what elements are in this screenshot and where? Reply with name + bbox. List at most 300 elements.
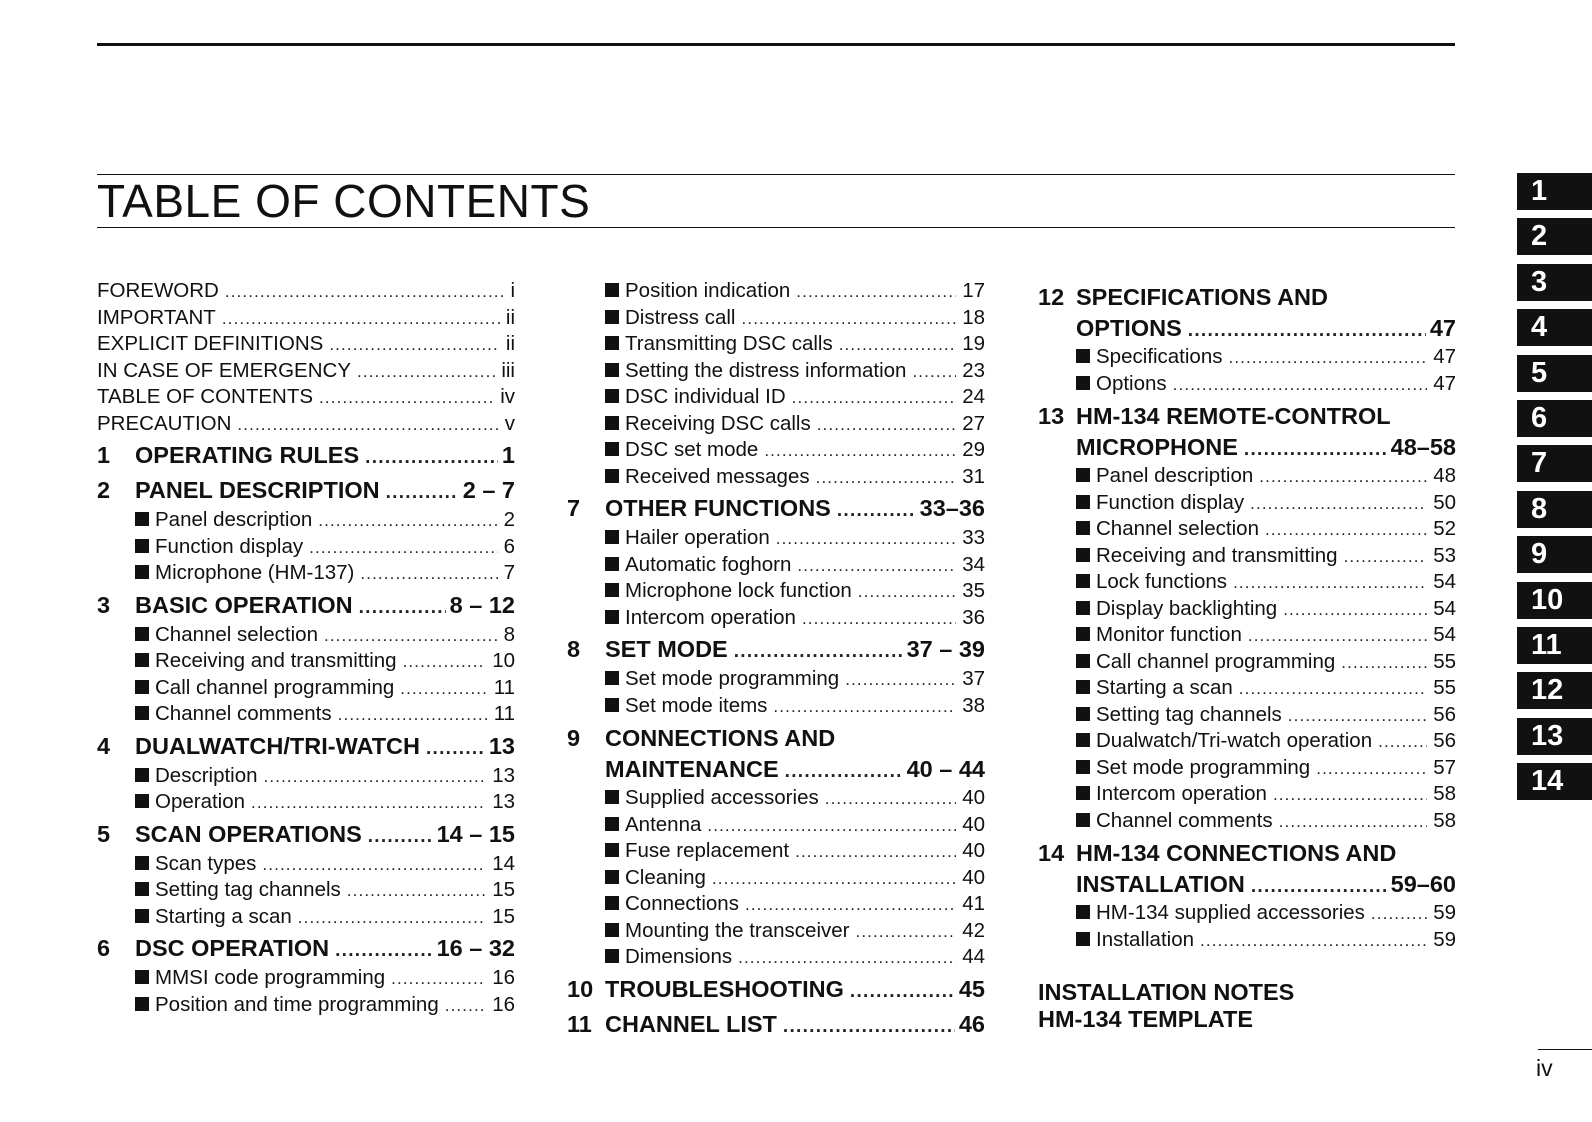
toc-entry-label: IN CASE OF EMERGENCY <box>97 358 352 382</box>
toc-subentry[interactable] <box>1038 463 1456 490</box>
toc-section-number: 7 <box>567 495 581 521</box>
toc-subentry-label-wrap <box>135 904 292 931</box>
toc-section[interactable] <box>97 818 515 851</box>
toc-section-number: 11 <box>567 1010 592 1037</box>
toc-subentry-label: DSC set mode <box>625 438 759 461</box>
toc-subentry-label-wrap <box>605 785 819 812</box>
toc-section-page: 37 – 39 <box>906 636 985 662</box>
dot-leader <box>817 412 956 438</box>
toc-subentry-label-wrap <box>605 865 706 892</box>
toc-subentry-label-wrap <box>135 701 332 728</box>
toc-subentry[interactable] <box>1038 728 1456 755</box>
toc-subentry-label: Set mode programming <box>1096 755 1311 779</box>
toc-subentry[interactable] <box>97 851 515 878</box>
toc-subentry[interactable] <box>97 877 515 904</box>
toc-subentry-page: 29 <box>962 438 985 461</box>
bullet-square-icon <box>605 790 619 804</box>
section-tab[interactable]: 8 <box>1517 491 1592 528</box>
toc-subentry-label: Fuse replacement <box>625 839 790 862</box>
toc-subentry-page: 54 <box>1433 596 1456 620</box>
toc-subentry[interactable] <box>567 865 985 892</box>
bullet-square-icon <box>605 610 619 624</box>
toc-subentry[interactable] <box>1038 781 1456 808</box>
toc-subentry[interactable] <box>567 552 985 579</box>
bullet-square-icon <box>135 680 149 694</box>
toc-subentry-label-wrap <box>1076 463 1253 490</box>
toc-subentry-label-wrap <box>135 534 303 561</box>
toc-subentry-label: Dualwatch/Tri-watch operation <box>1096 729 1373 752</box>
toc-entry[interactable] <box>97 384 515 411</box>
dot-leader <box>1265 517 1427 543</box>
bullet-square-icon <box>1076 468 1090 482</box>
toc-subentry-label: Setting tag channels <box>155 878 341 901</box>
toc-section-continued[interactable] <box>567 753 985 785</box>
toc-subentry-page: 56 <box>1433 729 1456 752</box>
section-tab[interactable]: 1 <box>1517 173 1592 210</box>
toc-section-page: 8 – 12 <box>449 591 515 618</box>
dot-leader <box>1378 729 1427 755</box>
toc-section-page: 33–36 <box>919 495 985 521</box>
toc-subentry[interactable] <box>567 411 985 438</box>
section-tab[interactable]: 12 <box>1517 672 1592 709</box>
dot-leader <box>403 649 487 675</box>
toc-subentry[interactable] <box>567 358 985 385</box>
toc-subentry[interactable] <box>1038 622 1456 649</box>
dot-leader <box>1273 782 1427 808</box>
toc-section-label-cont: INSTALLATION <box>1076 871 1245 897</box>
section-tab[interactable]: 13 <box>1517 718 1592 755</box>
toc-subentry-page: 27 <box>962 411 985 435</box>
toc-subentry-label: Intercom operation <box>625 605 796 629</box>
toc-subentry-label-wrap <box>135 992 439 1019</box>
bullet-square-icon <box>605 442 619 456</box>
toc-subentry-page: 18 <box>962 305 985 329</box>
toc-entry-label: EXPLICIT DEFINITIONS <box>97 332 324 355</box>
toc-subentry-label-wrap <box>135 622 318 649</box>
toc-subentry-label-wrap <box>1076 569 1227 596</box>
toc-subentry-label: HM-134 supplied accessories <box>1096 901 1365 924</box>
toc-subentry-page: 52 <box>1433 517 1456 540</box>
toc-subentry-label-wrap <box>135 675 394 702</box>
toc-subentry-label: Starting a scan <box>155 904 292 928</box>
toc-subentry-page: 7 <box>503 561 515 584</box>
toc-section-label-cont: MAINTENANCE <box>605 756 779 782</box>
toc-subentry-label: Setting the distress information <box>625 358 907 382</box>
toc-section[interactable] <box>97 474 515 507</box>
toc-subentry-label-wrap <box>605 891 739 918</box>
toc-subentry-label: Specifications <box>1096 345 1223 368</box>
toc-subentry-label: Scan types <box>155 851 257 875</box>
toc-subentry-label-wrap <box>605 525 770 552</box>
toc-subentry-label-wrap <box>135 965 385 992</box>
toc-subentry-label: Distress call <box>625 305 736 329</box>
toc-subentry[interactable] <box>567 785 985 812</box>
toc-subentry[interactable] <box>567 891 985 918</box>
toc-subentry-label: DSC individual ID <box>625 385 786 408</box>
toc-subentry-page: 57 <box>1433 755 1456 779</box>
toc-section-label: HM-134 CONNECTIONS AND <box>1076 840 1397 866</box>
section-tab[interactable]: 3 <box>1517 264 1592 301</box>
toc-subentry[interactable] <box>1038 516 1456 543</box>
toc-section-number: 13 <box>1038 403 1065 429</box>
dot-leader <box>347 878 486 904</box>
toc-subentry-page: 34 <box>962 552 985 576</box>
toc-subentry-label: Operation <box>155 790 246 813</box>
toc-subentry-page: 59 <box>1433 901 1456 924</box>
dot-leader <box>1173 372 1428 398</box>
toc-subentry[interactable] <box>567 331 985 358</box>
dot-leader <box>707 813 956 839</box>
toc-section-continued[interactable] <box>1038 868 1456 900</box>
toc-subentry-label-wrap <box>605 305 736 332</box>
section-tab[interactable]: 4 <box>1517 309 1592 346</box>
toc-section-heading[interactable] <box>567 723 985 753</box>
toc-subentry-label: Starting a scan <box>1096 676 1233 699</box>
dot-leader <box>445 993 486 1019</box>
toc-subentry-label: Panel description <box>155 508 313 531</box>
dot-leader <box>839 332 956 358</box>
toc-section[interactable] <box>567 492 985 525</box>
toc-subentry-label-wrap <box>135 851 256 878</box>
toc-subentry-label: Intercom operation <box>1096 782 1267 805</box>
toc-subentry-page: 2 <box>503 508 515 531</box>
toc-subentry[interactable] <box>97 763 515 790</box>
toc-subentry-label: Position and time programming <box>155 992 439 1016</box>
toc-section[interactable] <box>567 633 985 666</box>
dot-leader <box>225 279 505 305</box>
dot-leader <box>426 732 485 763</box>
toc-subentry[interactable] <box>567 278 985 305</box>
toc-subentry[interactable] <box>1038 900 1456 927</box>
toc-subentry-page: 16 <box>492 992 515 1016</box>
dot-leader <box>1200 928 1427 954</box>
toc-subentry-label-wrap <box>605 552 791 579</box>
toc-subentry-label: Dimensions <box>625 945 733 968</box>
dot-leader <box>816 465 957 491</box>
toc-subentry-page: 40 <box>962 839 985 862</box>
toc-subentry-label-wrap <box>1076 622 1242 649</box>
dot-leader <box>1188 315 1426 344</box>
toc-entry[interactable] <box>97 278 515 305</box>
toc-subentry[interactable] <box>97 965 515 992</box>
toc-subentry-label: Mounting the transceiver <box>625 918 850 942</box>
toc-subentry-label: Cleaning <box>625 865 706 889</box>
section-tab[interactable]: 9 <box>1517 536 1592 573</box>
bullet-square-icon <box>1076 548 1090 562</box>
toc-section[interactable] <box>97 730 515 763</box>
toc-subentry-label-wrap <box>1076 781 1267 808</box>
toc-subentry-label-wrap <box>1076 702 1282 729</box>
toc-subentry-label: Display backlighting <box>1096 596 1278 620</box>
toc-subentry-label-wrap <box>1076 596 1277 623</box>
dot-leader <box>783 1010 955 1041</box>
toc-entry-page: i <box>510 279 515 302</box>
toc-subentry-label-wrap <box>1076 900 1365 927</box>
bullet-square-icon <box>605 923 619 937</box>
bullet-square-icon <box>135 768 149 782</box>
toc-entry[interactable] <box>97 331 515 358</box>
section-tab[interactable]: 10 <box>1517 582 1592 619</box>
toc-section-number: 1 <box>97 442 111 468</box>
toc-section-number: 2 <box>97 477 111 503</box>
toc-subentry-label-wrap <box>135 560 354 587</box>
dot-leader <box>712 866 956 892</box>
toc-subentry[interactable] <box>1038 649 1456 676</box>
dot-leader <box>1259 464 1427 490</box>
section-tab[interactable]: 11 <box>1517 627 1592 664</box>
dot-leader <box>1279 809 1428 835</box>
toc-subentry-label-wrap <box>605 578 852 605</box>
toc-section-label: SCAN OPERATIONS <box>135 820 362 847</box>
toc-section[interactable] <box>97 439 515 472</box>
toc-subentry[interactable] <box>567 384 985 411</box>
toc-subentry-page: 54 <box>1433 623 1456 646</box>
dot-leader <box>845 667 956 693</box>
toc-subentry-page: 40 <box>962 786 985 809</box>
bullet-square-icon <box>1076 654 1090 668</box>
dot-leader <box>262 852 486 878</box>
toc-subentry-page: 55 <box>1433 649 1456 673</box>
toc-subentry-page: 53 <box>1433 543 1456 567</box>
toc-section-continued[interactable] <box>1038 312 1456 344</box>
bullet-square-icon <box>1076 601 1090 615</box>
bullet-square-icon <box>135 565 149 579</box>
dot-leader <box>1341 650 1427 676</box>
toc-subentry[interactable] <box>97 648 515 675</box>
bullet-square-icon <box>135 512 149 526</box>
toc-subentry[interactable] <box>1038 808 1456 835</box>
bullet-square-icon <box>605 469 619 483</box>
toc-subentry-page: 47 <box>1433 345 1456 368</box>
toc-subentry[interactable] <box>97 507 515 534</box>
toc-subentry[interactable] <box>97 622 515 649</box>
dot-leader <box>1228 345 1427 371</box>
toc-section-page: 40 – 44 <box>906 756 985 782</box>
toc-section-continued[interactable] <box>1038 431 1456 463</box>
toc-subentry-page: 35 <box>962 579 985 602</box>
toc-section[interactable] <box>567 973 985 1006</box>
dot-leader <box>335 934 432 965</box>
dot-leader <box>1371 901 1427 927</box>
toc-section[interactable] <box>97 589 515 622</box>
dot-leader <box>825 786 956 812</box>
toc-subentry-label: Description <box>155 763 258 787</box>
toc-subentry[interactable] <box>1038 344 1456 371</box>
toc-subentry-page: 15 <box>492 904 515 928</box>
toc-subentry-label: Supplied accessories <box>625 786 819 809</box>
dot-leader <box>338 702 488 728</box>
toc-subentry-label-wrap <box>605 838 789 865</box>
bullet-square-icon <box>135 856 149 870</box>
toc-subentry-page: 23 <box>962 358 985 382</box>
dot-leader <box>1316 756 1427 782</box>
dot-leader <box>738 945 956 971</box>
toc-section-label: BASIC OPERATION <box>135 591 353 618</box>
toc-subentry-label-wrap <box>605 411 811 438</box>
dot-leader <box>298 905 486 931</box>
toc-subentry-page: 10 <box>492 649 515 672</box>
bullet-square-icon <box>135 706 149 720</box>
toc-entry-page: iv <box>500 385 515 408</box>
bullet-square-icon <box>1076 760 1090 774</box>
bullet-square-icon <box>1076 627 1090 641</box>
toc-subentry[interactable] <box>567 666 985 693</box>
toc-subentry-page: 56 <box>1433 702 1456 726</box>
toc-appendix-item: INSTALLATION NOTES <box>1038 979 1295 1005</box>
toc-subentry-label: Installation <box>1096 927 1195 951</box>
toc-section-label: CHANNEL LIST <box>605 1010 777 1037</box>
toc-subentry[interactable] <box>1038 371 1456 398</box>
dot-leader <box>318 508 497 534</box>
bullet-square-icon <box>135 909 149 923</box>
dot-leader <box>1248 623 1427 649</box>
toc-subentry[interactable] <box>97 560 515 587</box>
page-number: iv <box>1536 1055 1553 1081</box>
toc-entry-label: FOREWORD <box>97 279 219 302</box>
toc-subentry-label-wrap <box>605 278 790 305</box>
toc-subentry[interactable] <box>567 605 985 632</box>
toc-subentry[interactable] <box>567 944 985 971</box>
toc-section-label: PANEL DESCRIPTION <box>135 477 380 503</box>
toc-subentry-label-wrap <box>135 648 397 675</box>
toc-section-label: TROUBLESHOOTING <box>605 975 844 1002</box>
toc-entry-label: IMPORTANT <box>97 305 216 329</box>
toc-entry[interactable] <box>97 411 515 438</box>
toc-section-heading[interactable] <box>1038 282 1456 312</box>
dot-leader <box>1288 703 1427 729</box>
section-tab[interactable]: 14 <box>1517 763 1592 800</box>
dot-leader <box>329 332 500 358</box>
toc-section-page: 45 <box>958 975 985 1002</box>
toc-subentry-page: 36 <box>962 605 985 629</box>
toc-subentry-page: 37 <box>962 667 985 690</box>
toc-subentry[interactable] <box>567 305 985 332</box>
dot-leader <box>1251 871 1387 900</box>
toc-subentry[interactable] <box>1038 702 1456 729</box>
section-tab[interactable]: 6 <box>1517 400 1592 437</box>
toc-section-page: 48–58 <box>1390 434 1456 460</box>
bullet-square-icon <box>605 416 619 430</box>
toc-subentry-label-wrap <box>1076 728 1372 755</box>
toc-subentry-label-wrap <box>605 944 732 971</box>
toc-entry-page: v <box>504 411 515 435</box>
toc-subentry-page: 17 <box>962 279 985 302</box>
toc-subentry[interactable] <box>1038 755 1456 782</box>
toc-entry[interactable] <box>97 305 515 332</box>
toc-subentry-label-wrap <box>605 358 906 385</box>
toc-section-number: 3 <box>97 591 111 618</box>
toc-subentry[interactable] <box>1038 675 1456 702</box>
bullet-square-icon <box>605 310 619 324</box>
toc-subentry-label-wrap <box>605 464 810 491</box>
dot-leader <box>237 412 498 438</box>
toc-subentry[interactable] <box>567 464 985 491</box>
toc-subentry-page: 13 <box>492 763 515 787</box>
toc-subentry-label: Channel selection <box>155 622 318 646</box>
bullet-square-icon <box>1076 680 1090 694</box>
bullet-square-icon <box>1076 495 1090 509</box>
toc-section-heading[interactable] <box>1038 838 1456 868</box>
toc-subentry-label-wrap <box>1076 344 1222 371</box>
toc-section-heading[interactable] <box>1038 401 1456 431</box>
toc-subentry[interactable] <box>567 838 985 865</box>
toc-entry[interactable] <box>97 358 515 385</box>
toc-subentry[interactable] <box>1038 596 1456 623</box>
dot-leader <box>776 526 956 552</box>
bullet-square-icon <box>135 997 149 1011</box>
toc-subentry-label: Position indication <box>625 279 791 302</box>
dot-leader <box>912 359 956 385</box>
bullet-square-icon <box>135 794 149 808</box>
toc-subentry-page: 19 <box>962 332 985 355</box>
toc-section-page: 16 – 32 <box>436 935 515 961</box>
toc-subentry[interactable] <box>567 525 985 552</box>
toc-section-number: 10 <box>567 975 594 1002</box>
toc-subentry[interactable] <box>567 918 985 945</box>
toc-subentry-label: Call channel programming <box>1096 649 1336 673</box>
toc-subentry-label: Connections <box>625 892 739 915</box>
toc-subentry[interactable] <box>567 812 985 839</box>
toc-section-label: DUALWATCH/TRI-WATCH <box>135 732 420 759</box>
dot-leader <box>795 839 956 865</box>
toc-subentry-page: 16 <box>492 966 515 989</box>
bullet-square-icon <box>605 843 619 857</box>
toc-subentry[interactable] <box>1038 927 1456 954</box>
toc-subentry[interactable] <box>97 701 515 728</box>
toc-subentry[interactable] <box>97 675 515 702</box>
toc-subentry-page: 13 <box>492 790 515 813</box>
toc-section[interactable] <box>97 932 515 965</box>
dot-leader <box>855 919 956 945</box>
dot-leader <box>365 441 498 472</box>
toc-subentry[interactable] <box>97 904 515 931</box>
bullet-square-icon <box>605 583 619 597</box>
toc-subentry-page: 59 <box>1433 927 1456 951</box>
section-tab[interactable]: 2 <box>1517 218 1592 255</box>
bullet-square-icon <box>135 970 149 984</box>
toc-subentry[interactable] <box>1038 543 1456 570</box>
toc-subentry[interactable] <box>567 437 985 464</box>
bullet-square-icon <box>1076 376 1090 390</box>
toc-subentry[interactable] <box>1038 490 1456 517</box>
section-tab[interactable]: 7 <box>1517 445 1592 482</box>
toc-subentry[interactable] <box>97 789 515 816</box>
toc-section-number: 14 <box>1038 840 1065 866</box>
toc-subentry-label: Set mode programming <box>625 667 840 690</box>
dot-leader <box>359 591 446 622</box>
toc-subentry-page: 33 <box>962 526 985 549</box>
toc-section[interactable] <box>567 1008 985 1041</box>
toc-subentry-label: Function display <box>1096 490 1245 514</box>
toc-subentry-label-wrap <box>135 763 258 790</box>
dot-leader <box>319 385 494 411</box>
toc-subentry-page: 47 <box>1433 371 1456 395</box>
top-rule <box>97 43 1455 46</box>
toc-subentry[interactable] <box>567 693 985 720</box>
dot-leader <box>309 535 497 561</box>
dot-leader <box>360 561 497 587</box>
toc-subentry-label-wrap <box>1076 927 1194 954</box>
toc-subentry[interactable] <box>97 534 515 561</box>
toc-subentry[interactable] <box>97 992 515 1019</box>
toc-entry-page: ii <box>505 305 515 329</box>
toc-subentry[interactable] <box>1038 569 1456 596</box>
toc-subentry-page: 41 <box>962 892 985 915</box>
toc-subentry-page: 48 <box>1433 464 1456 487</box>
toc-subentry-label-wrap <box>605 666 839 693</box>
toc-subentry[interactable] <box>567 578 985 605</box>
section-tab[interactable]: 5 <box>1517 355 1592 392</box>
